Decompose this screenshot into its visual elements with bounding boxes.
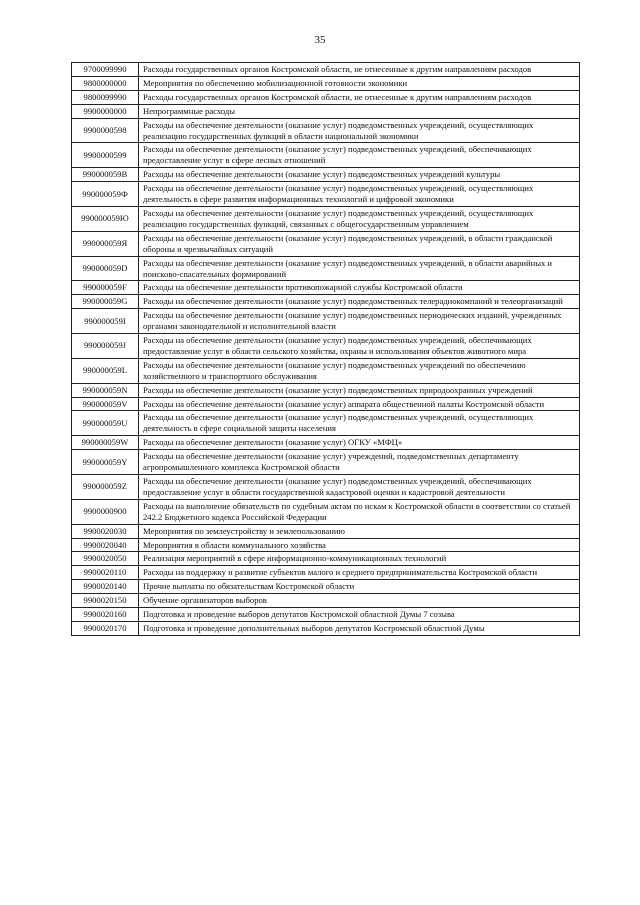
row-code: 990000059В — [72, 168, 139, 182]
row-description: Расходы государственных органов Костромской области, не отнесенные к другим направлениям расходов — [139, 90, 580, 104]
row-code: 9900020030 — [72, 524, 139, 538]
row-description: Обучение организаторов выборов — [139, 594, 580, 608]
row-code: 9900020170 — [72, 621, 139, 635]
row-code: 9900020150 — [72, 594, 139, 608]
table-row — [72, 90, 580, 104]
row-description: Расходы на обеспечение деятельности (оказание услуг) подведомственных телерадиокомпаний и телеорганизаций — [139, 295, 580, 309]
table-row — [72, 104, 580, 118]
table-row — [72, 450, 580, 475]
table-row — [72, 566, 580, 580]
row-code: 9700099990 — [72, 63, 139, 77]
row-code: 9900000598 — [72, 118, 139, 143]
table-row — [72, 594, 580, 608]
row-code: 990000059Ф — [72, 182, 139, 207]
row-description: Расходы на обеспечение деятельности противопожарной службы Костромской области — [139, 281, 580, 295]
table-row — [72, 475, 580, 500]
table-body — [72, 63, 580, 636]
row-description: Мероприятия по обеспечению мобилизационной готовности экономики — [139, 76, 580, 90]
row-description: Расходы на обеспечение деятельности (оказание услуг) подведомственных учреждений, осуществляющих реализацию государственных функций, связанных с общегосударственным управлением — [139, 206, 580, 231]
table-row — [72, 538, 580, 552]
row-code: 9900000000 — [72, 104, 139, 118]
row-code: 990000059Z — [72, 475, 139, 500]
table-row — [72, 334, 580, 359]
row-description: Расходы на обеспечение деятельности (оказание услуг) подведомственных учреждений, осуществляющих деятельность в сфере социальной защиты населения — [139, 411, 580, 436]
row-description: Расходы на обеспечение деятельности (оказание услуг) подведомственных учреждений, обеспечивающих предоставление услуг в сфере лесных отношений — [139, 143, 580, 168]
row-description: Прочие выплаты по обязательствам Костромской области — [139, 580, 580, 594]
row-description: Подготовка и проведение дополнительных выборов депутатов Костромской областной Думы — [139, 621, 580, 635]
table-row — [72, 524, 580, 538]
row-description: Расходы на обеспечение деятельности (оказание услуг) подведомственных периодических изданий, учрежденных органами законодательной и исполнительной власти — [139, 309, 580, 334]
row-code: 9900000900 — [72, 499, 139, 524]
table-row — [72, 580, 580, 594]
row-description: Расходы на обеспечение деятельности (оказание услуг) аппарата общественной палаты Костромской области — [139, 397, 580, 411]
table-row — [72, 182, 580, 207]
row-description: Расходы на обеспечение деятельности (оказание услуг) ОГКУ «МФЦ» — [139, 436, 580, 450]
row-code: 990000059F — [72, 281, 139, 295]
table-row — [72, 76, 580, 90]
row-description: Расходы на обеспечение деятельности (оказание услуг) подведомственных учреждений, осуществляющих деятельность в сфере развития информационных технологий и цифровой экономики — [139, 182, 580, 207]
row-description: Расходы государственных органов Костромской области, не отнесенные к другим направлениям расходов — [139, 63, 580, 77]
table-row — [72, 383, 580, 397]
table-row — [72, 397, 580, 411]
row-description: Расходы на обеспечение деятельности (оказание услуг) подведомственных учреждений, обеспечивающих предоставление услуг в области государственной кадастровой оценки и кадастровой деятельности — [139, 475, 580, 500]
row-description: Мероприятия в области коммунального хозяйства — [139, 538, 580, 552]
row-description: Расходы на поддержку и развитие субъектов малого и среднего предпринимательства Костромской области — [139, 566, 580, 580]
table-row — [72, 295, 580, 309]
row-description: Расходы на обеспечение деятельности (оказание услуг) подведомственных учреждений культуры — [139, 168, 580, 182]
row-code: 9800000000 — [72, 76, 139, 90]
row-code: 990000059Ю — [72, 206, 139, 231]
row-code: 990000059Y — [72, 450, 139, 475]
table-row — [72, 143, 580, 168]
page-number: 35 — [314, 34, 326, 46]
table-row — [72, 499, 580, 524]
budget-codes-table — [71, 62, 580, 636]
table-row — [72, 358, 580, 383]
table-row — [72, 411, 580, 436]
row-description: Расходы на обеспечение деятельности (оказание услуг) подведомственных учреждений, осуществляющих реализацию государственных функций в области национальной экономики — [139, 118, 580, 143]
row-description: Расходы на обеспечение деятельности (оказание услуг) подведомственных природоохранных учреждений — [139, 383, 580, 397]
row-code: 9900000599 — [72, 143, 139, 168]
table-row — [72, 231, 580, 256]
row-description: Расходы на обеспечение деятельности (оказание услуг) подведомственных учреждений, в области гражданской обороны и чрезвычайных ситуаций — [139, 231, 580, 256]
row-description: Непрограммные расходы — [139, 104, 580, 118]
table-row — [72, 206, 580, 231]
table-row — [72, 621, 580, 635]
row-code: 990000059W — [72, 436, 139, 450]
row-code: 990000059V — [72, 397, 139, 411]
row-description: Расходы на обеспечение деятельности (оказание услуг) подведомственных учреждений по обеспечению хозяйственного и транспортного обслуживания — [139, 358, 580, 383]
table-row — [72, 63, 580, 77]
row-description: Реализация мероприятий в сфере информационно-коммуникационных технологий — [139, 552, 580, 566]
table-row — [72, 281, 580, 295]
row-code: 990000059I — [72, 309, 139, 334]
table-row — [72, 608, 580, 622]
row-code: 990000059D — [72, 256, 139, 281]
table-row — [72, 436, 580, 450]
row-code: 990000059N — [72, 383, 139, 397]
row-code: 9900020050 — [72, 552, 139, 566]
table-row — [72, 309, 580, 334]
row-description: Расходы на выполнение обязательств по судебным актам по искам к Костромской области в соответствии со статьей 242.2 Бюджетного кодекса Российской Федерации — [139, 499, 580, 524]
row-code: 990000059G — [72, 295, 139, 309]
table-row — [72, 118, 580, 143]
row-description: Расходы на обеспечение деятельности (оказание услуг) учреждений, подведомственных департаменту агропромышленного комплекса Костромской области — [139, 450, 580, 475]
table-row — [72, 256, 580, 281]
table-row — [72, 168, 580, 182]
row-description: Расходы на обеспечение деятельности (оказание услуг) подведомственных учреждений, в области аварийных и поисково-спасательных формирований — [139, 256, 580, 281]
row-code: 990000059L — [72, 358, 139, 383]
row-description: Мероприятия по землеустройству и землепользованию — [139, 524, 580, 538]
row-code: 9900020040 — [72, 538, 139, 552]
row-code: 9900020140 — [72, 580, 139, 594]
row-description: Расходы на обеспечение деятельности (оказание услуг) подведомственных учреждений, обеспечивающих предоставление услуг в области сельского хозяйства, охраны и использования объектов животного мира — [139, 334, 580, 359]
row-code: 9900020110 — [72, 566, 139, 580]
row-code: 990000059U — [72, 411, 139, 436]
row-code: 9800099990 — [72, 90, 139, 104]
row-code: 990000059Я — [72, 231, 139, 256]
table-row — [72, 552, 580, 566]
row-code: 990000059J — [72, 334, 139, 359]
row-code: 9900020160 — [72, 608, 139, 622]
row-description: Подготовка и проведение выборов депутатов Костромской областной Думы 7 созыва — [139, 608, 580, 622]
